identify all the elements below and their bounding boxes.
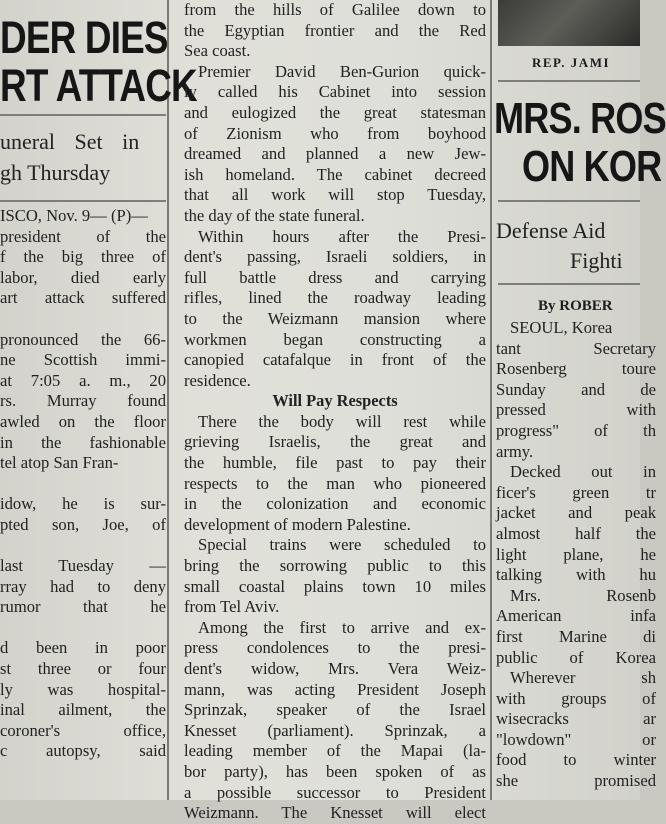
byline: By ROBER [538,298,613,314]
article-line: American infa [496,606,656,626]
article-line: rray had to deny [0,576,166,596]
article-line: ly called his Cabinet into session [184,82,486,102]
right-headline-line-1: MRS. ROS [494,94,666,143]
article-line: Mrs. Rosenb [510,585,656,605]
left-headline-line-1: DER DIES [0,12,168,63]
article-line: from the hills of Galilee down to [184,0,486,19]
article-line: Knesset (parliament). Sprinzak, a [184,720,486,740]
article-line: pronounced the 66- [0,329,166,349]
article-line: army. [496,441,534,461]
article-line: awled on the floor [0,411,166,431]
article-line: art attack suffered [0,288,166,308]
article-line: Weizmann. The Knesset will elect [184,803,486,823]
article-line: mann, was acting President Joseph [184,679,486,699]
article-line: Sea coast. [184,41,251,61]
article-line: rs. Murray found [0,391,166,411]
article-line: tant Secretary [496,338,656,358]
article-line: development of modern Palestine. [184,514,411,534]
article-line: small coastal plains town 10 miles [184,576,486,596]
right-column [494,0,666,800]
article-line: c autopsy, said [0,741,166,761]
article-line: with groups of [496,688,656,708]
right-caption-rule [498,80,640,82]
article-line: idow, he is sur- [0,494,166,514]
article-line: ly was hospital- [0,679,166,699]
article-line: talking with hu [496,565,656,585]
article-line: d been in poor [0,638,166,658]
section-subhead: Will Pay Respects [272,391,398,411]
left-subhead-line-1: uneral Set in [0,129,140,154]
article-line: tel atop San Fran- [0,453,119,473]
article-line: Decked out in [510,462,656,482]
right-subhead-line-1: Defense Aid [496,218,606,243]
article-line: "lowdown" or [496,729,656,749]
article-line: Premier David Ben-Gurion quick- [198,61,486,81]
article-line: Sprinzak, speaker of the Israel [184,700,486,720]
left-subhead-rule [0,200,166,202]
article-line: food to winter [496,750,656,770]
article-line: wisecracks ar [496,709,656,729]
left-subhead-line-2: gh Thursday [0,160,111,185]
article-line: the day of the state funeral. [184,205,365,225]
article-line: canopied catafalque in front of the [184,350,486,370]
article-line: bor party), has been spoken of as [184,761,486,781]
left-article-body [0,206,166,762]
article-line: dent's widow, Mrs. Vera Weiz- [184,659,486,678]
article-line: in the fashionable [0,432,166,452]
article-line: Rosenberg toure [496,359,656,379]
column-rule [167,0,169,800]
article-line: pted son, Joe, of [0,514,166,534]
article-line: rumor that he [0,597,166,617]
article-line: SEOUL, Korea [510,318,613,337]
article-line: ISCO, Nov. 9— (P)— [0,206,148,225]
column-rule [490,0,492,800]
article-line: president of the [0,226,166,246]
article-line: Within hours after the Presi- [198,226,486,246]
right-subhead-line-2: Fighti [570,248,623,273]
article-line: that all work will stop Tuesday, [184,185,486,205]
right-article-body [496,318,656,792]
article-line: leading member of the Mapai (la- [184,741,486,761]
article-line: Wherever sh [510,668,656,688]
article-line [0,474,166,495]
article-line: Special trains were scheduled to [198,535,486,555]
article-line: Among the first to arrive and ex- [198,617,486,637]
article-line: jacket and peak [496,503,656,523]
article-line: workmen began constructing a [184,329,486,349]
right-headline-line-2: ON KOR [522,142,662,191]
article-line: full battle dress and carrying [184,267,486,287]
article-line: grieving Israelis, the great and [184,432,486,452]
middle-article-body [184,0,486,824]
article-line: rifles, lined the roadway leading [184,288,486,308]
article-line: coroner's office, [0,720,166,740]
article-line: dent's passing, Israeli soldiers, in [184,247,486,267]
article-line: pressed with [496,400,656,420]
left-headline-line-2: RT ATTACK [0,60,197,111]
article-line: respects to the man who pioneered [184,473,486,493]
article-line: the humble, file past to pay their [184,453,486,473]
article-line: ficer's green tr [496,482,656,502]
article-line: and eulogized the great statesman [184,102,486,122]
article-line [0,536,166,557]
article-line: at 7:05 a. m., 20 [0,370,166,390]
article-line: first Marine di [496,626,656,646]
article-line: There the body will rest while [198,411,486,431]
article-line: to the Weizmann mansion where [184,308,486,328]
right-subhead-rule [498,283,640,285]
article-line: public of Korea [496,647,656,667]
article-line: Sunday and de [496,379,656,399]
article-line: press condolences to the presi- [184,638,486,658]
photo-caption: REP. JAMI [532,55,611,70]
article-line: almost half the [496,523,656,543]
article-line [0,618,166,639]
article-line: ish homeland. The cabinet decreed [184,164,486,184]
article-line: residence. [184,370,251,390]
article-line: st three or four [0,659,166,679]
article-line: labor, died early [0,267,166,287]
portrait-photo [498,0,640,46]
article-line [0,309,166,330]
article-line: dreamed and planned a new Jew- [184,144,486,164]
article-line: from Tel Aviv. [184,597,280,617]
right-headline-rule [498,200,640,202]
article-line: f the big three of [0,247,166,267]
article-line: ne Scottish immi- [0,350,166,370]
left-column [0,0,197,800]
article-line: a possible successor to President [184,782,486,802]
article-line: last Tuesday — [0,556,166,576]
middle-column [170,0,488,823]
article-line: she promised [496,771,656,791]
article-line: of Zionism who from boyhood [184,123,486,143]
article-line: the Egyptian frontier and the Red [184,20,486,40]
article-line: progress" of th [496,420,656,440]
left-headline-rule [0,114,166,116]
article-line: inal ailment, the [0,700,166,720]
article-line: light plane, he [496,544,656,564]
article-line: in the colonization and economic [184,494,486,514]
article-line: bring the sorrowing public to this [184,556,486,576]
